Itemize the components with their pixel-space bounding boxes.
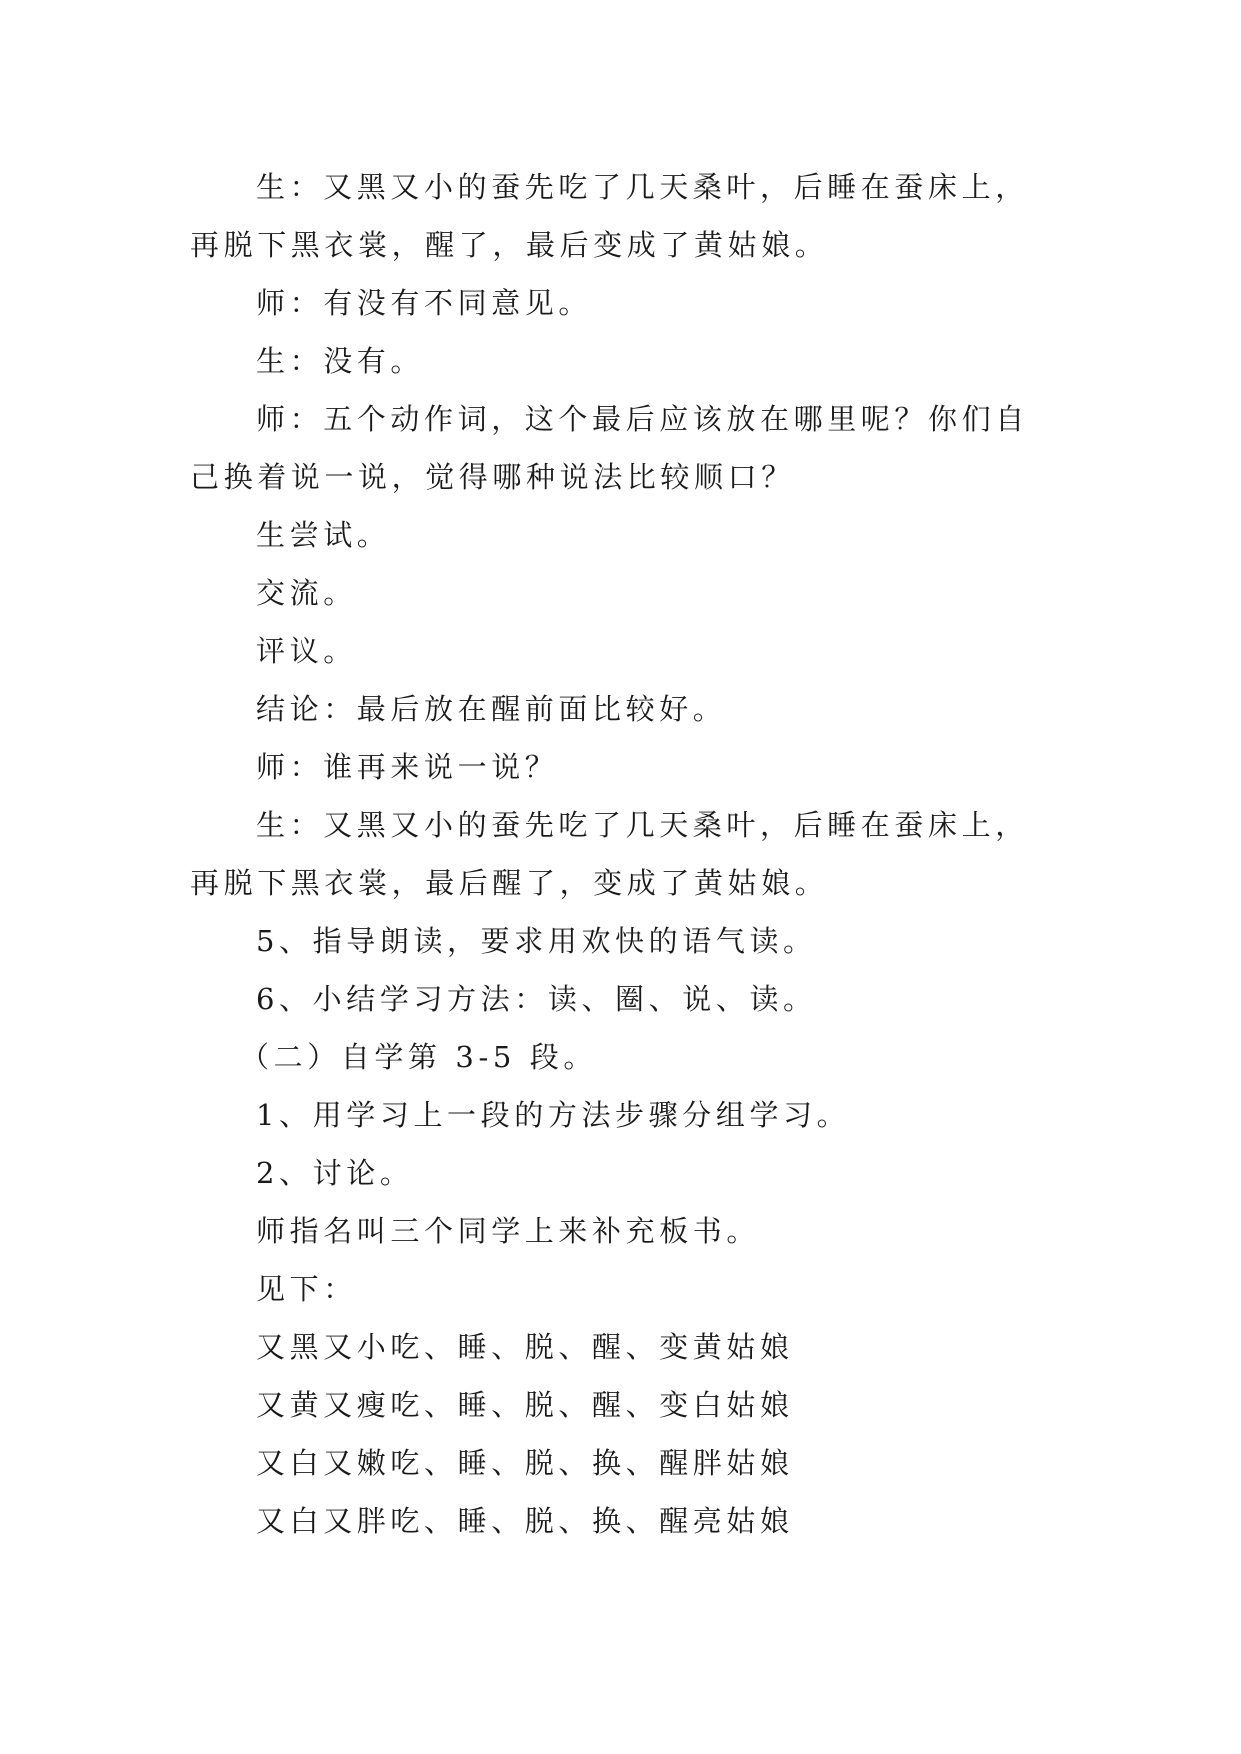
paragraph: 结论：最后放在醒前面比较好。 [256,692,727,726]
paragraph: 师：五个动作词，这个最后应该放在哪里呢？你们自己换着说一说，觉得哪种说法比较顺口？ [190,402,1029,494]
paragraph: 2、讨论。 [256,1156,414,1190]
paragraph: 生：没有。 [256,344,425,378]
paragraph: 评议。 [256,634,357,668]
paragraph: 生尝试。 [256,518,391,552]
board-line: 又黄又瘦吃、睡、脱、醒、变白姑娘 [256,1388,794,1422]
board-line: 又白又嫩吃、睡、脱、换、醒胖姑娘 [256,1446,794,1480]
paragraph: 师：有没有不同意见。 [256,286,593,320]
paragraph: 5、指导朗读，要求用欢快的语气读。 [256,924,817,958]
paragraph: 6、小结学习方法：读、圈、说、读。 [256,982,817,1016]
board-line: 又黑又小吃、睡、脱、醒、变黄姑娘 [256,1330,794,1364]
board-line: 又白又胖吃、睡、脱、换、醒亮姑娘 [256,1504,794,1538]
paragraph: 生：又黑又小的蚕先吃了几天桑叶，后睡在蚕床上，再脱下黑衣裳，醒了，最后变成了黄姑娘。 [190,170,1029,262]
paragraph: 1、用学习上一段的方法步骤分组学习。 [256,1098,851,1132]
paragraph: 师指名叫三个同学上来补充板书。 [256,1214,761,1248]
paragraph: 见下： [256,1272,357,1306]
document-body [190,158,1060,1550]
paragraph: 生：又黑又小的蚕先吃了几天桑叶，后睡在蚕床上，再脱下黑衣裳，最后醒了，变成了黄姑娘。 [190,808,1029,900]
section-heading: （二）自学第 3-5 段。 [240,1040,597,1074]
paragraph: 师：谁再来说一说？ [256,750,559,784]
paragraph: 交流。 [256,576,357,610]
